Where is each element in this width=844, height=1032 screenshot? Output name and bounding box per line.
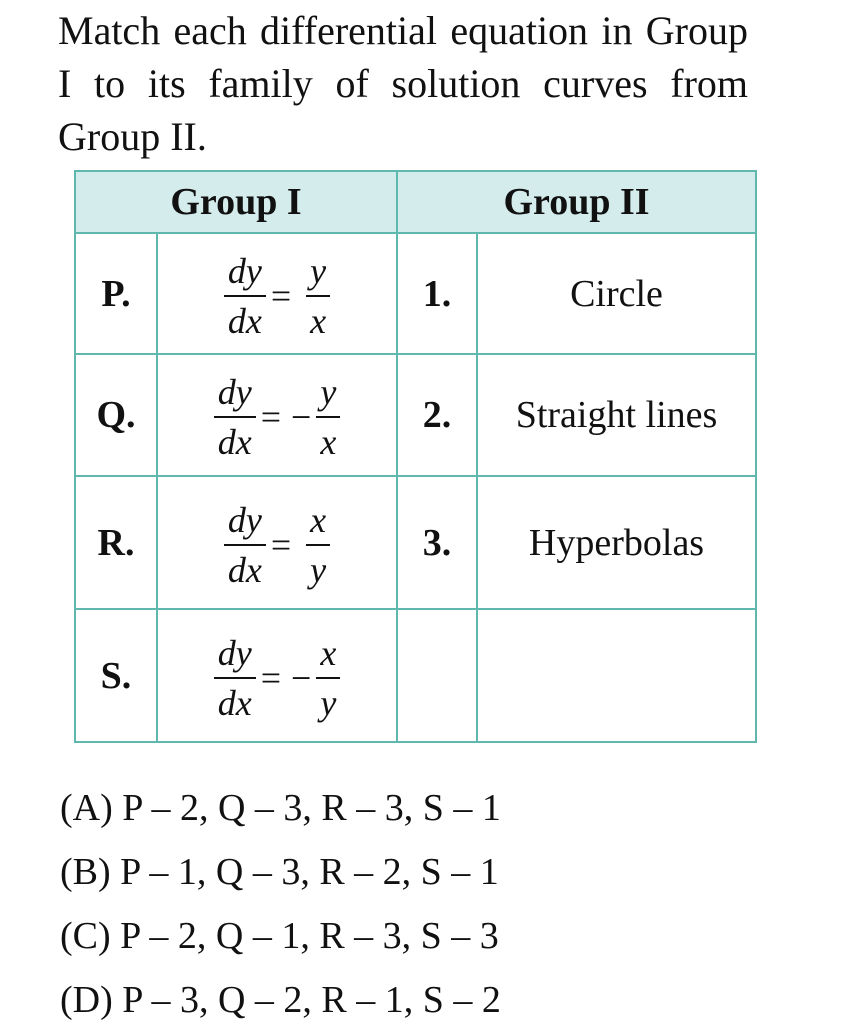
equation-cell — [157, 354, 397, 476]
denominator: dx — [227, 549, 262, 590]
question-text: Match each differential equation in Group I to its family of solution curves from Group II. — [58, 8, 748, 159]
table-row — [75, 609, 756, 742]
denominator: dx — [217, 422, 252, 462]
equals-sign: = — [260, 657, 281, 698]
denominator: x — [310, 300, 327, 341]
equation — [224, 250, 330, 341]
equals-sign: = — [260, 397, 281, 437]
fraction-rhs — [306, 499, 330, 590]
minus-sign: − — [291, 657, 312, 698]
equation — [214, 374, 341, 460]
table-row — [75, 233, 756, 354]
numerator: dy — [214, 374, 256, 418]
table-row — [75, 476, 756, 609]
curve-index: 3. — [397, 476, 477, 609]
denominator: y — [310, 549, 327, 590]
equation-cell — [157, 609, 397, 742]
numerator: dy — [214, 635, 256, 679]
table-row — [75, 354, 756, 476]
matching-table — [74, 170, 757, 743]
equation — [214, 632, 341, 723]
curve-name — [477, 609, 756, 742]
equation-cell — [157, 476, 397, 609]
curve-index: 1. — [397, 233, 477, 354]
equation — [224, 499, 330, 590]
equals-sign: = — [270, 524, 292, 565]
denominator: x — [320, 422, 337, 462]
row-label: R. — [75, 476, 157, 609]
numerator: x — [306, 502, 330, 546]
denominator: dx — [217, 682, 252, 723]
option-a[interactable]: (A) P – 2, Q – 3, R – 3, S – 1 — [60, 787, 501, 829]
denominator: y — [320, 682, 337, 723]
curve-name: Straight lines — [477, 354, 756, 476]
row-label: Q. — [75, 354, 157, 476]
equals-sign: = — [270, 275, 292, 316]
option-b[interactable]: (B) P – 1, Q – 3, R – 2, S – 1 — [60, 851, 499, 893]
numerator: y — [306, 253, 330, 297]
fraction-dy-dx — [224, 250, 266, 341]
option-c[interactable]: (C) P – 2, Q – 1, R – 3, S – 3 — [60, 915, 499, 957]
curve-index — [397, 609, 477, 742]
numerator: dy — [224, 502, 266, 546]
curve-name: Hyperbolas — [477, 476, 756, 609]
curve-index: 2. — [397, 354, 477, 476]
fraction-dy-dx — [214, 374, 256, 460]
numerator: x — [316, 635, 340, 679]
fraction-rhs — [316, 632, 340, 723]
numerator: y — [316, 374, 340, 418]
row-label: S. — [75, 609, 157, 742]
group-one-header: Group I — [75, 171, 397, 233]
minus-sign: − — [291, 397, 312, 437]
table-header-row — [75, 171, 756, 233]
curve-name: Circle — [477, 233, 756, 354]
group-two-header: Group II — [397, 171, 756, 233]
numerator: dy — [224, 253, 266, 297]
fraction-dy-dx — [224, 499, 266, 590]
row-label: P. — [75, 233, 157, 354]
fraction-rhs — [316, 374, 340, 460]
fraction-dy-dx — [214, 632, 256, 723]
equation-cell — [157, 233, 397, 354]
fraction-rhs — [306, 250, 330, 341]
denominator: dx — [227, 300, 262, 341]
option-d[interactable]: (D) P – 3, Q – 2, R – 1, S – 2 — [60, 979, 501, 1021]
answer-options — [60, 776, 501, 1032]
